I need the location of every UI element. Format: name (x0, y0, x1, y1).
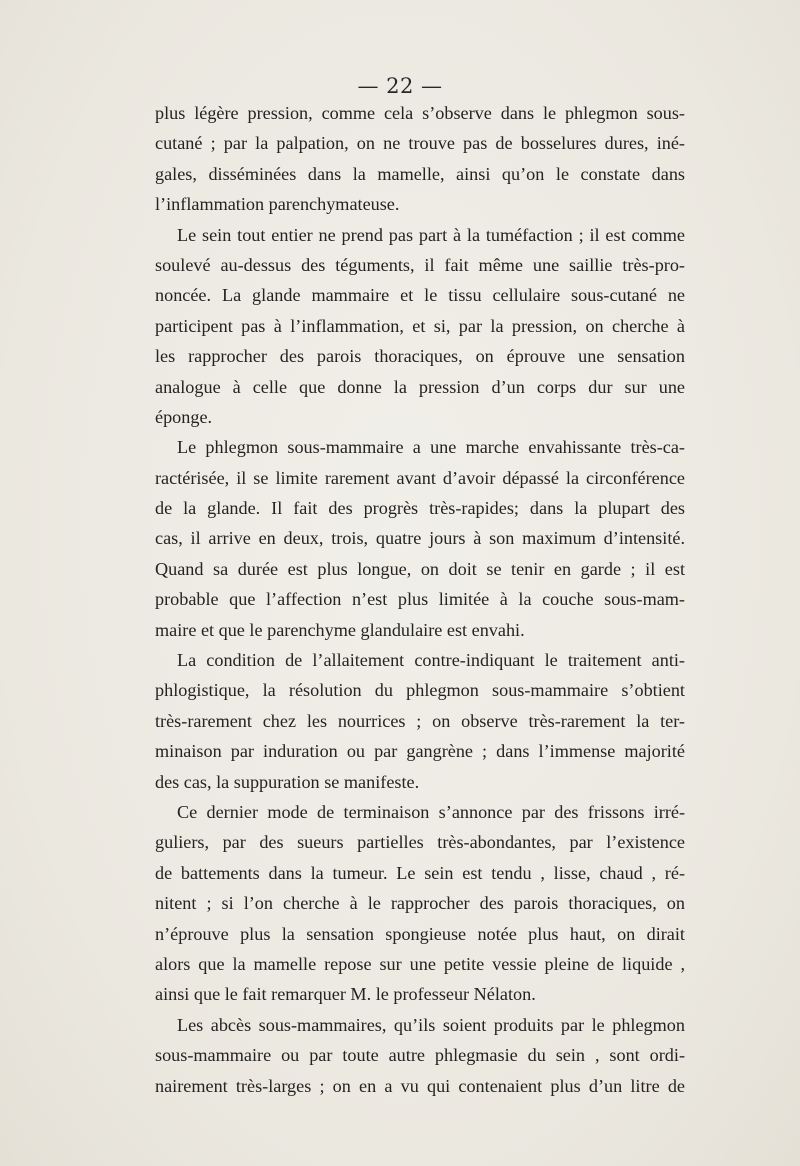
text-line: n’éprouve plus la sensation spongieuse notée plus haut, on dirait (155, 923, 685, 944)
text-line: plus légère pression, comme cela s’observe dans le phlegmon sous- (155, 103, 685, 123)
text-line: nairement très-larges ; on en a vu qui contenaient plus d’un litre de (155, 1075, 685, 1096)
text-line: l’inflammation parenchymateuse. (155, 194, 400, 215)
text-line: de battements dans la tumeur. Le sein est tendu , lisse, chaud , ré- (155, 862, 685, 883)
text-line: cutané ; par la palpation, on ne trouve pas de bosselures dures, iné- (155, 133, 685, 154)
paragraph-start-line: Le phlegmon sous-mammaire a une marche envahissante très-ca- (177, 437, 685, 458)
text-line: cas, il arrive en deux, trois, quatre jours à son maximum d’intensité. (155, 528, 685, 549)
text-line: ractérisée, il se limite rarement avant d’avoir dépassé la circonférence (155, 467, 685, 488)
text-line: nitent ; si l’on cherche à le rapprocher des parois thoraciques, on (155, 893, 685, 914)
text-line: gales, disséminées dans la mamelle, ainsi qu’on le constate dans (155, 163, 685, 184)
text-line: noncée. La glande mammaire et le tissu cellulaire sous-cutané ne (155, 285, 685, 306)
paragraph-start-line: Les abcès sous-mammaires, qu’ils soient produits par le phlegmon (177, 1014, 685, 1035)
text-line: Quand sa durée est plus longue, on doit se tenir en garde ; il est (155, 558, 685, 579)
paragraph-start-line: Le sein tout entier ne prend pas part à la tuméfaction ; il est comme (177, 224, 685, 245)
text-line: de la glande. Il fait des progrès très-rapides; dans la plupart des (155, 498, 685, 519)
text-line: soulevé au-dessus des téguments, il fait même une saillie très-pro- (155, 254, 685, 275)
text-line: sous-mammaire ou par toute autre phlegmasie du sein , sont ordi- (155, 1045, 685, 1066)
text-line: très-rarement chez les nourrices ; on observe très-rarement la ter- (155, 710, 685, 731)
text-line: alors que la mamelle repose sur une petite vessie pleine de liquide , (155, 953, 685, 974)
page-number: — 22 — (357, 74, 443, 98)
text-line: maire et que le parenchyme glandulaire est envahi. (155, 619, 525, 640)
text-line: les rapprocher des parois thoraciques, on éprouve une sensation (155, 346, 685, 367)
text-line: minaison par induration ou par gangrène ; dans l’immense majorité (155, 741, 685, 762)
text-line: phlogistique, la résolution du phlegmon sous-mammaire s’obtient (155, 680, 685, 701)
paragraph-start-line: Ce dernier mode de terminaison s’annonce par des frissons irré- (177, 801, 685, 822)
text-line: probable que l’affection n’est plus limitée à la couche sous-mam- (155, 589, 685, 610)
body-text (155, 98, 685, 1101)
text-line: ainsi que le fait remarquer M. le professeur Nélaton. (155, 984, 536, 1005)
text-line: éponge. (155, 406, 213, 427)
paragraph-start-line: La condition de l’allaitement contre-indiquant le traitement anti- (177, 650, 685, 671)
text-line: participent pas à l’inflammation, et si, par la pression, on cherche à (155, 315, 685, 336)
text-line: guliers, par des sueurs partielles très-abondantes, par l’existence (155, 832, 685, 853)
text-line: des cas, la suppuration se manifeste. (155, 771, 420, 792)
text-line: analogue à celle que donne la pression d’un corps dur sur une (155, 376, 685, 397)
